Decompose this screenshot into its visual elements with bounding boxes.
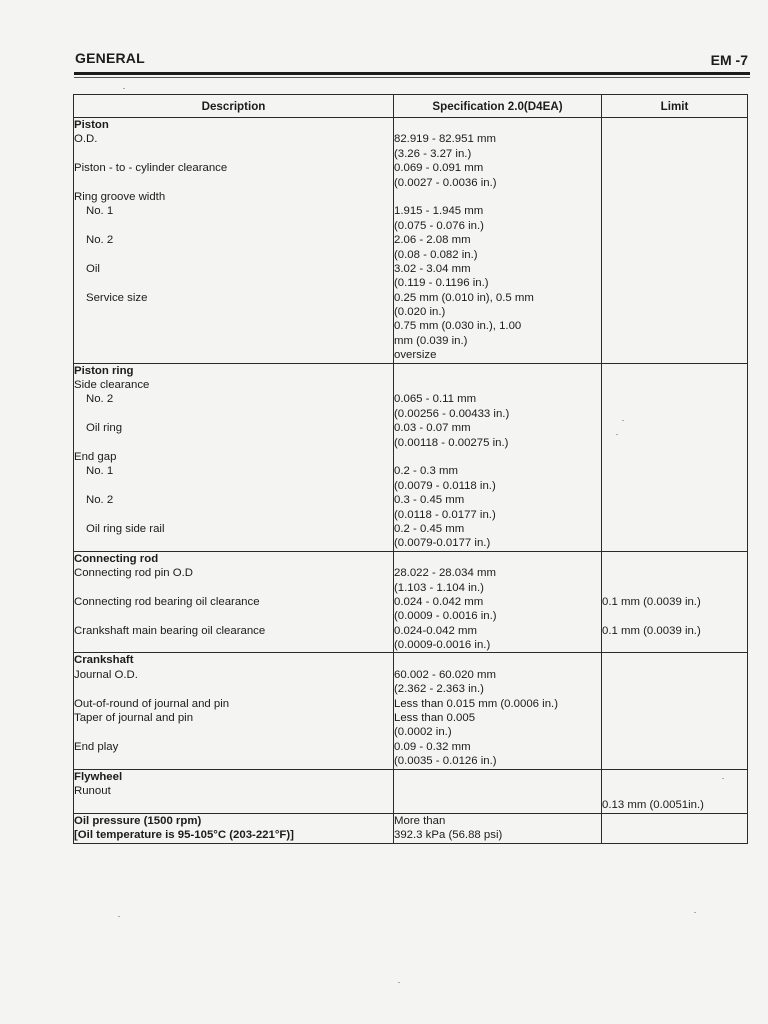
specification-line: (0.0118 - 0.0177 in.) [394, 508, 496, 521]
column-header-limit: Limit [602, 95, 748, 118]
description-cell [74, 551, 394, 653]
scan-speck [694, 912, 696, 913]
description-line: Connecting rod bearing oil clearance [74, 595, 260, 608]
specification-cell [394, 653, 602, 769]
spacer-line [602, 118, 747, 132]
description-line: Taper of journal and pin [74, 712, 194, 725]
scan-speck [123, 88, 125, 89]
specification-line: 0.3 - 0.45 mm [394, 494, 465, 507]
specification-cell [394, 813, 602, 843]
table-body [74, 118, 748, 844]
description-line: Ring groove width [74, 190, 166, 203]
spacer-line [394, 770, 601, 784]
specification-line: 0.024-0.042 mm [394, 624, 477, 637]
oil-pressure-row [74, 813, 748, 843]
specification-line: (0.0079 - 0.0118 in.) [394, 479, 496, 492]
description-line: Crankshaft main bearing oil clearance [74, 624, 266, 637]
limit-cell [602, 363, 748, 551]
specification-line: (0.0027 - 0.0036 in.) [394, 176, 497, 189]
description-line: End gap [74, 450, 117, 463]
description-line [74, 305, 393, 319]
specification-line: 3.02 - 3.04 mm [394, 262, 471, 275]
description-line: Runout [74, 784, 111, 797]
description-line: Connecting rod pin O.D [74, 567, 194, 580]
description-line [74, 176, 393, 190]
description-line [74, 682, 393, 696]
description-line: Out-of-round of journal and pin [74, 697, 230, 710]
limit-line: 0.1 mm (0.0039 in.) [602, 624, 701, 637]
description-line [74, 319, 393, 333]
specification-line: (0.0079-0.0177 in.) [394, 537, 491, 550]
description-line [74, 276, 393, 290]
specification-line [394, 190, 601, 204]
description-line: No. 1 [86, 205, 114, 218]
table-section-row [74, 653, 748, 769]
scan-speck [118, 916, 120, 917]
description-line: No. 1 [86, 465, 114, 478]
table-header-row [74, 95, 748, 118]
specification-line: 2.06 - 2.08 mm [394, 234, 471, 247]
specification-line: (3.26 - 3.27 in.) [394, 147, 472, 160]
spacer-line [602, 364, 747, 378]
specification-line: 0.2 - 0.45 mm [394, 522, 465, 535]
column-header-specification: Specification 2.0(D4EA) [394, 95, 602, 118]
scan-speck [722, 778, 724, 779]
section-title: GENERAL [75, 50, 145, 66]
page-number: EM -7 [710, 52, 748, 68]
specification-line: (0.0009 - 0.0016 in.) [394, 610, 497, 623]
specification-line: (0.0009-0.0016 in.) [394, 639, 491, 652]
specification-line: 82.919 - 82.951 mm [394, 133, 496, 146]
specification-line: (0.08 - 0.082 in.) [394, 248, 478, 261]
specification-line: (0.00118 - 0.00275 in.) [394, 436, 509, 449]
scan-speck [398, 982, 400, 983]
description-line [74, 436, 393, 450]
description-line: Piston - to - cylinder clearance [74, 162, 228, 175]
specification-line: 0.2 - 0.3 mm [394, 465, 458, 478]
description-line: O.D. [74, 133, 98, 146]
table-section-row [74, 769, 748, 813]
specification-line: (0.119 - 0.1196 in.) [394, 277, 489, 290]
specification-line: Less than 0.005 [394, 712, 476, 725]
description-cell [74, 769, 394, 813]
table-section-row [74, 363, 748, 551]
description-line [74, 334, 393, 348]
description-cell [74, 813, 394, 843]
section-heading: Connecting rod [74, 552, 159, 565]
specification-line: Less than 0.015 mm (0.0006 in.) [394, 697, 558, 710]
description-line [74, 754, 393, 768]
specification-line: (1.103 - 1.104 in.) [394, 581, 484, 594]
description-line [74, 407, 393, 421]
oil-pressure-heading: [Oil temperature is 95-105°C (203-221°F)] [74, 829, 294, 842]
limit-line: 0.13 mm (0.0051in.) [602, 799, 704, 812]
description-line: Oil ring [86, 422, 123, 435]
section-heading: Piston [74, 119, 109, 131]
description-line [74, 725, 393, 739]
description-line [74, 219, 393, 233]
specification-line [394, 378, 601, 392]
spacer-line [394, 118, 601, 132]
spacer-line [394, 364, 601, 378]
limit-line [602, 609, 747, 623]
limit-cell [602, 551, 748, 653]
specification-line: 0.069 - 0.091 mm [394, 162, 484, 175]
specification-line: mm (0.039 in.) [394, 334, 468, 347]
scan-speck [622, 420, 624, 421]
specification-cell [394, 769, 602, 813]
description-line: No. 2 [86, 393, 114, 406]
description-line: Journal O.D. [74, 668, 138, 681]
description-line [74, 536, 393, 550]
limit-line [602, 638, 747, 652]
specification-line: (0.0002 in.) [394, 726, 452, 739]
limit-line [602, 581, 747, 595]
section-heading: Crankshaft [74, 654, 134, 667]
header-rule [74, 72, 750, 75]
specification-cell [394, 118, 602, 364]
description-line [74, 147, 393, 161]
column-header-description: Description [74, 95, 394, 118]
description-line: No. 2 [86, 234, 114, 247]
specification-line: 1.915 - 1.945 mm [394, 205, 484, 218]
specification-line: (0.020 in.) [394, 306, 446, 319]
description-line [74, 248, 393, 262]
specification-line: (0.00256 - 0.00433 in.) [394, 407, 510, 420]
limit-cell [602, 769, 748, 813]
description-line [74, 638, 393, 652]
description-line [74, 508, 393, 522]
specification-line: More than [394, 814, 446, 827]
description-line: Oil [86, 262, 100, 275]
description-line: Service size [86, 291, 148, 304]
specification-line: (0.075 - 0.076 in.) [394, 219, 484, 232]
description-line: Oil ring side rail [86, 522, 165, 535]
limit-line [602, 566, 747, 580]
specification-line: oversize [394, 349, 437, 362]
specification-line: 0.065 - 0.11 mm [394, 393, 477, 406]
header-rule-thin [74, 77, 750, 78]
specification-line: 0.75 mm (0.030 in.), 1.00 [394, 320, 522, 333]
description-line: End play [74, 740, 119, 753]
spacer-line [602, 552, 747, 566]
section-heading: Piston ring [74, 364, 134, 377]
description-cell [74, 363, 394, 551]
spacer-line [602, 770, 747, 784]
spacer-line [394, 552, 601, 566]
description-line [74, 348, 393, 362]
spacer-line [394, 653, 601, 667]
specification-line: 392.3 kPa (56.88 psi) [394, 829, 503, 842]
specification-line: (0.0035 - 0.0126 in.) [394, 755, 497, 768]
description-cell [74, 118, 394, 364]
specification-line: 0.25 mm (0.010 in), 0.5 mm [394, 291, 534, 304]
description-line [74, 479, 393, 493]
description-line: Side clearance [74, 379, 150, 392]
table-section-row [74, 118, 748, 364]
limit-cell [602, 118, 748, 364]
description-cell [74, 653, 394, 769]
specification-line: 0.03 - 0.07 mm [394, 422, 471, 435]
specification-table [73, 94, 748, 844]
scan-speck [616, 434, 618, 435]
spacer-line [602, 653, 747, 667]
specification-cell [394, 551, 602, 653]
section-heading: Flywheel [74, 770, 123, 783]
specification-line: 28.022 - 28.034 mm [394, 567, 496, 580]
limit-cell [602, 653, 748, 769]
description-line [74, 581, 393, 595]
limit-line: 0.1 mm (0.0039 in.) [602, 595, 701, 608]
description-line [74, 609, 393, 623]
specification-line: 0.09 - 0.32 mm [394, 740, 471, 753]
specification-cell [394, 363, 602, 551]
specification-line: 60.002 - 60.020 mm [394, 668, 496, 681]
table-section-row [74, 551, 748, 653]
limit-line [602, 784, 747, 798]
oil-pressure-heading: Oil pressure (1500 rpm) [74, 814, 202, 827]
specification-line [394, 450, 601, 464]
specification-line: 0.024 - 0.042 mm [394, 595, 484, 608]
specification-line: (2.362 - 2.363 in.) [394, 683, 484, 696]
limit-cell [602, 813, 748, 843]
description-line: No. 2 [86, 494, 114, 507]
